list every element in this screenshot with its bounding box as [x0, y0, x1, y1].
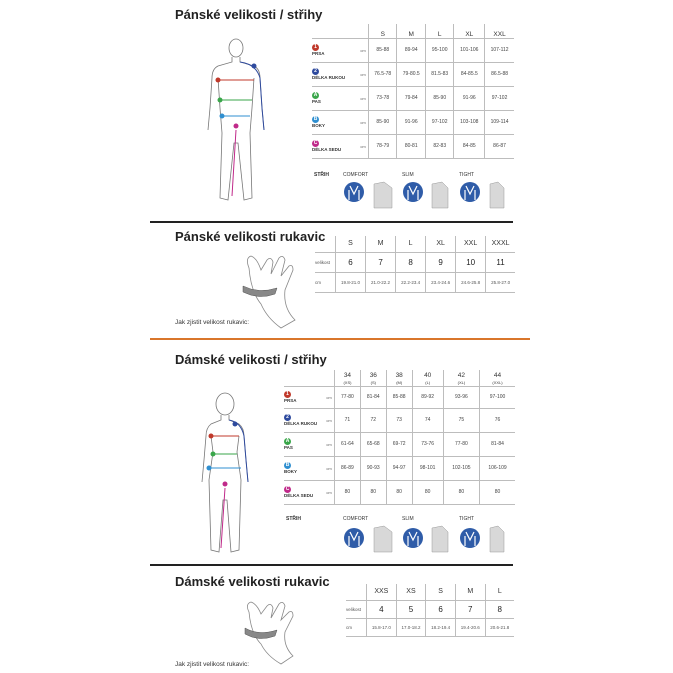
badge-b: B [285, 462, 290, 468]
women-size-num: 42 [457, 371, 466, 379]
badge-1: 1 [312, 44, 319, 51]
cell: 97-102 [485, 86, 514, 110]
women-row-inseam [284, 480, 515, 504]
cell: 86-89 [335, 456, 361, 480]
women-body-figure [195, 390, 265, 560]
row-label: PRSA [284, 398, 297, 403]
women-size-sub: (M) [396, 379, 403, 385]
cell: 77-80 [443, 432, 479, 456]
glove-cell: 25.8-27.0 [486, 272, 515, 292]
fit-slim-label: SLIM [402, 516, 414, 522]
glove-cell: 22.2-23.4 [396, 272, 426, 292]
cell: 102-105 [443, 456, 479, 480]
glove-size-header: XL [426, 236, 456, 252]
cell: 85-90 [369, 110, 397, 134]
men-size-header: XL [454, 24, 485, 38]
men-size-header: L [425, 24, 453, 38]
row-label: PAS [284, 445, 293, 450]
glove-cell: 6 [426, 600, 456, 618]
cell: 77-80 [335, 386, 361, 408]
cell: 107-112 [485, 38, 514, 62]
cell: 80 [386, 480, 412, 504]
women-gloves-title: Dámské velikosti rukavic [175, 574, 330, 589]
cell: 80 [360, 480, 386, 504]
women-size-num: 44 [493, 371, 502, 379]
women-row-hips [284, 456, 515, 480]
men-size-header: M [397, 24, 425, 38]
glove-size-header: XXS [367, 584, 397, 600]
glove-size-header: XS [396, 584, 426, 600]
row-unit: cm [324, 480, 335, 504]
badge-a: A [313, 92, 318, 98]
women-size-sub: (XS) [343, 379, 352, 385]
row-unit: cm [324, 408, 335, 432]
men-gloves-title: Pánské velikosti rukavic [175, 229, 326, 244]
row-unit: cm [358, 134, 369, 158]
glove-cell: 10 [456, 252, 486, 272]
row-label: DÉLKA SEDU [284, 493, 314, 498]
men-row-sleeve [312, 62, 514, 86]
glove-unit: velikost [346, 600, 367, 618]
row-label: BOKY [312, 123, 326, 128]
slim-fit-icon [403, 526, 448, 552]
glove-size-header: L [485, 584, 514, 600]
cell: 79-84 [397, 86, 425, 110]
gender-divider [150, 338, 530, 340]
cell: 61-64 [335, 432, 361, 456]
row-unit: cm [324, 386, 335, 408]
glove-cell: 21.0-22.2 [366, 272, 396, 292]
cell: 86-87 [485, 134, 514, 158]
cell: 80 [480, 480, 515, 504]
glove-cell: 4 [367, 600, 397, 618]
cell: 82-83 [425, 134, 453, 158]
glove-cell: 23.4-24.6 [426, 272, 456, 292]
cell: 79-80.5 [397, 62, 425, 86]
tight-fit-icon [460, 182, 504, 208]
cell: 73-76 [412, 432, 443, 456]
glove-unit: velikost [315, 252, 336, 272]
cell: 106-109 [480, 456, 515, 480]
men-size-header: XXL [485, 24, 514, 38]
glove-cell: 7 [366, 252, 396, 272]
fit-comfort-label: COMFORT [343, 516, 369, 522]
women-glove-hand-icon [237, 596, 317, 666]
cell: 76 [480, 408, 515, 432]
women-sizes-title: Dámské velikosti / střihy [175, 352, 327, 367]
cell: 91-96 [454, 86, 485, 110]
cell: 73 [386, 408, 412, 432]
section-divider [150, 221, 513, 223]
cell: 80 [443, 480, 479, 504]
cell: 74 [412, 408, 443, 432]
men-row-hips [312, 110, 514, 134]
row-unit: cm [358, 86, 369, 110]
men-body-figure [198, 38, 278, 208]
fit-tight-label: TIGHT [459, 516, 474, 522]
women-size-sub: (S) [370, 379, 376, 385]
women-size-sub: (XXL) [492, 379, 503, 385]
women-size-table [284, 370, 515, 505]
women-size-sub: (XL) [457, 379, 466, 385]
cell: 85-90 [425, 86, 453, 110]
comfort-fit-icon [344, 526, 392, 552]
glove-cell: 19.4-20.6 [455, 618, 485, 636]
women-row-waist [284, 432, 515, 456]
men-glove-table [315, 236, 515, 293]
glove-cell: 7 [455, 600, 485, 618]
cell: 72 [360, 408, 386, 432]
glove-cell: 18.2-19.4 [426, 618, 456, 636]
section-divider [150, 564, 513, 566]
fit-comfort-label: COMFORT [343, 172, 369, 178]
cell: 90-93 [360, 456, 386, 480]
men-size-table [312, 24, 514, 159]
men-glove-hand-icon [237, 248, 317, 330]
cell: 103-108 [454, 110, 485, 134]
row-label: PAS [312, 99, 321, 104]
glove-cell: 24.6-25.8 [456, 272, 486, 292]
row-unit: cm [324, 432, 335, 456]
cell: 89-94 [397, 38, 425, 62]
row-label: BOKY [284, 469, 298, 474]
badge-2: 2 [284, 414, 291, 421]
fit-icons-men [340, 178, 515, 212]
row-unit: cm [324, 456, 335, 480]
glove-size-header: S [426, 584, 456, 600]
badge-b: B [313, 116, 318, 122]
comfort-fit-icon [344, 182, 392, 208]
women-glove-howto: Jak zjistit velikost rukavic: [175, 661, 250, 668]
glove-size-header: M [455, 584, 485, 600]
cell: 101-106 [454, 38, 485, 62]
glove-size-header: M [366, 236, 396, 252]
glove-size-header: XXXL [486, 236, 515, 252]
men-sizes-title: Pánské velikosti / střihy [175, 7, 323, 22]
row-unit: cm [358, 62, 369, 86]
men-glove-howto: Jak zjistit velikost rukavic: [175, 319, 250, 326]
slim-fit-icon [403, 182, 448, 208]
cell: 84-85 [454, 134, 485, 158]
glove-cell: 15.8-17.0 [367, 618, 397, 636]
women-size-num: 36 [369, 371, 377, 379]
row-unit: cm [358, 38, 369, 62]
glove-size-header: L [396, 236, 426, 252]
cell: 71 [335, 408, 361, 432]
cell: 94-97 [386, 456, 412, 480]
glove-cell: 19.8-21.0 [336, 272, 366, 292]
cell: 97-102 [425, 110, 453, 134]
cell: 69-72 [386, 432, 412, 456]
cell: 97-100 [480, 386, 515, 408]
cell: 81.5-83 [425, 62, 453, 86]
cell: 80-81 [397, 134, 425, 158]
fit-icons-women [340, 522, 515, 556]
tight-fit-icon [460, 526, 504, 552]
glove-cell: 9 [426, 252, 456, 272]
glove-cell: 20.6-21.8 [485, 618, 514, 636]
men-row-waist [312, 86, 514, 110]
women-size-sub: (L) [425, 379, 431, 385]
cell: 75 [443, 408, 479, 432]
badge-c: C [313, 140, 318, 146]
glove-cell: 11 [486, 252, 515, 272]
cell: 95-100 [425, 38, 453, 62]
row-unit: cm [358, 110, 369, 134]
fit-tight-label: TIGHT [459, 172, 474, 178]
men-size-header: S [369, 24, 397, 38]
row-label: PRSA [312, 51, 325, 56]
cell: 89-92 [412, 386, 443, 408]
cell: 85-88 [369, 38, 397, 62]
glove-cell: 8 [485, 600, 514, 618]
cell: 80 [412, 480, 443, 504]
cell: 81-84 [360, 386, 386, 408]
cell: 98-101 [412, 456, 443, 480]
women-row-chest [284, 386, 515, 408]
women-row-sleeve [284, 408, 515, 432]
badge-a: A [285, 438, 290, 444]
badge-1: 1 [284, 391, 291, 398]
cell: 86.5-88 [485, 62, 514, 86]
row-label: DÉLKA RUKOU [312, 75, 346, 80]
cell: 91-96 [397, 110, 425, 134]
cell: 85-88 [386, 386, 412, 408]
cell: 73-78 [369, 86, 397, 110]
cell: 78-79 [369, 134, 397, 158]
cell: 84-85.5 [454, 62, 485, 86]
glove-cell: 8 [396, 252, 426, 272]
glove-unit: cm [315, 272, 336, 292]
women-fit-label: STŘIH [286, 516, 301, 522]
cell: 80 [335, 480, 361, 504]
cell: 81-84 [480, 432, 515, 456]
glove-cell: 17.0-18.2 [396, 618, 426, 636]
glove-cell: 6 [336, 252, 366, 272]
women-glove-table [346, 584, 514, 637]
women-size-num: 40 [424, 371, 432, 379]
glove-size-header: XXL [456, 236, 486, 252]
women-size-num: 34 [343, 371, 352, 379]
women-size-num: 38 [395, 371, 403, 379]
men-row-chest [312, 38, 514, 62]
badge-2: 2 [312, 68, 319, 75]
cell: 76.5-78 [369, 62, 397, 86]
row-label: DÉLKA SEDU [312, 147, 342, 152]
fit-slim-label: SLIM [402, 172, 414, 178]
cell: 93-96 [443, 386, 479, 408]
badge-c: C [285, 486, 290, 492]
glove-unit: cm [346, 618, 367, 636]
glove-size-header: S [336, 236, 366, 252]
cell: 109-114 [485, 110, 514, 134]
men-fit-label: STŘIH [314, 172, 329, 178]
row-label: DÉLKA RUKOU [284, 421, 318, 426]
glove-cell: 5 [396, 600, 426, 618]
men-row-inseam [312, 134, 514, 158]
cell: 65-68 [360, 432, 386, 456]
